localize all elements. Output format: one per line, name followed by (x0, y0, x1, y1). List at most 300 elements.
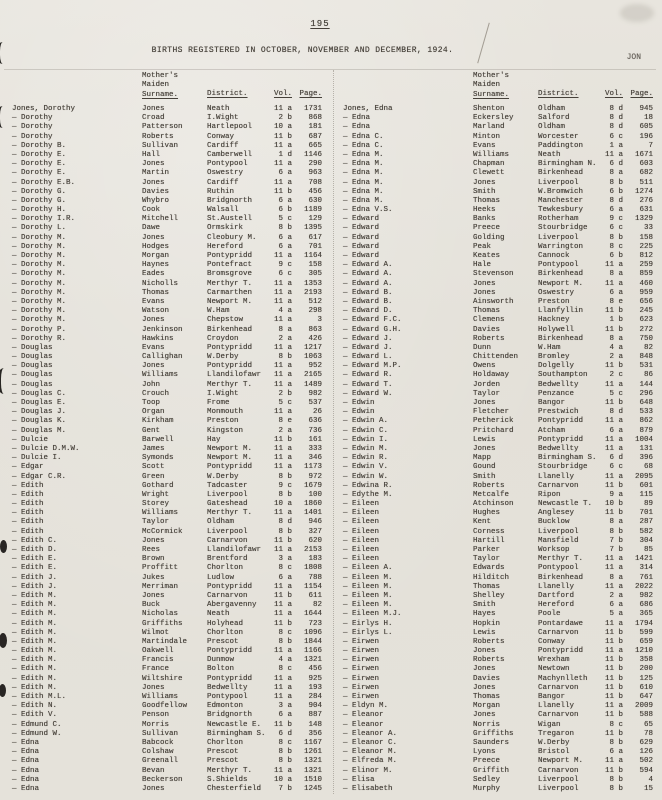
mother-maiden-surname: Greenall (142, 757, 179, 766)
mother-maiden-surname: Evans (142, 297, 165, 306)
district: Pontypridd (207, 463, 253, 472)
registered-name: — Elisabeth (343, 784, 393, 793)
header-mothers-maiden-surname: Mother's Maiden Surname. (473, 72, 510, 99)
mother-maiden-surname: Babcock (142, 738, 174, 747)
table-row (0, 620, 331, 629)
page-ref: 126 (639, 748, 653, 757)
volume-ref: 4 a (609, 343, 623, 352)
mother-maiden-surname: Roberts (473, 481, 505, 490)
mother-maiden-surname: Thomas (473, 693, 501, 701)
page-ref: 601 (639, 481, 653, 490)
district: Bristol (538, 748, 570, 757)
mother-maiden-surname: Penson (142, 711, 170, 720)
mother-maiden-surname: Griffith (473, 766, 510, 775)
page-ref: 2009 (634, 702, 653, 711)
registered-name: — Edith (12, 481, 44, 490)
page-ref: 4 (648, 775, 653, 784)
volume-ref: 2 a (609, 353, 623, 362)
volume-ref: 8 a (609, 518, 623, 527)
mother-maiden-surname: Jones (142, 160, 165, 169)
volume-ref: 8 a (278, 325, 292, 334)
page-ref: 686 (639, 601, 653, 610)
volume-ref: 11 b (604, 693, 623, 701)
page-ref: 1679 (303, 481, 322, 490)
table-row (0, 224, 331, 233)
table-row (0, 326, 331, 335)
mother-maiden-surname: Callighan (142, 353, 183, 362)
mother-maiden-surname: Kirkham (142, 417, 174, 426)
registered-name: — Edward D. (343, 307, 393, 316)
registered-name: — Edna M. (343, 187, 384, 196)
volume-ref: 8 c (278, 665, 292, 674)
registered-name: — Douglas (12, 362, 53, 371)
district: Bromsgrove (207, 270, 253, 279)
district: Conway (207, 132, 235, 141)
mother-maiden-surname: Lewis (473, 628, 496, 637)
volume-ref: 11 b (604, 399, 623, 407)
volume-ref: 10 b (604, 500, 623, 509)
page-ref: 605 (639, 123, 653, 132)
district: Edmonton (207, 702, 244, 711)
table-row (0, 371, 331, 380)
page-title: BIRTHS REGISTERED IN OCTOBER, NOVEMBER AND DECEMBER, 1924. (151, 46, 454, 55)
volume-ref: 11 b (604, 628, 623, 637)
district: Newcastle E. (207, 720, 262, 729)
registered-name: — Edna C. (343, 132, 384, 141)
page-ref: 296 (639, 389, 653, 398)
district: Llanelly (538, 582, 575, 591)
district: Holywell (538, 325, 575, 334)
volume-ref: 11 b (273, 536, 292, 545)
mother-maiden-surname: Whybro (142, 196, 170, 205)
table-row (0, 638, 331, 647)
volume-ref: 11 a (604, 150, 623, 159)
registered-name: — Dorothy E.B. (12, 178, 76, 187)
table-row (331, 179, 662, 188)
volume-ref: 6 d (609, 454, 623, 463)
page-ref: 1321 (303, 656, 322, 665)
volume-ref: 6 c (609, 132, 623, 141)
registered-name: — Edna M. (343, 150, 384, 159)
district: Pontefract (207, 261, 253, 270)
mother-maiden-surname: Marland (473, 123, 505, 132)
mother-maiden-surname: Norris (473, 720, 501, 729)
registered-name: — Elfreda M. (343, 757, 398, 766)
mother-maiden-surname: Scott (142, 463, 165, 472)
page-ref: 982 (308, 389, 322, 398)
page-ref: 2153 (303, 546, 322, 554)
district: Chorlton (207, 628, 244, 637)
registered-name: — Dorothy (12, 114, 53, 123)
district: Bangor (538, 693, 566, 701)
district: Newport M. (207, 444, 253, 453)
volume-ref: 8 a (609, 573, 623, 582)
table-row (331, 767, 662, 776)
page-ref: 1510 (303, 775, 322, 784)
mother-maiden-surname: Thomas (142, 288, 170, 297)
table-row (331, 620, 662, 629)
registered-name: — Edward R. (343, 371, 393, 380)
volume-ref: 11 a (273, 444, 292, 453)
registered-name: — Edward A. (343, 270, 393, 279)
page-ref: 620 (308, 536, 322, 545)
page-ref: 158 (308, 261, 322, 270)
district: Dolgelly (538, 362, 575, 371)
registered-name: — Eleanor (343, 711, 384, 720)
mother-maiden-surname: Green (142, 472, 165, 481)
volume-ref: 11 b (604, 674, 623, 683)
volume-ref: 8 b (609, 178, 623, 187)
district: Monmouth (207, 408, 244, 417)
volume-ref: 8 b (609, 775, 623, 784)
table-row (331, 528, 662, 537)
district: Pontypridd (538, 417, 584, 426)
district: Carnarvon (207, 591, 248, 600)
table-row (0, 528, 331, 537)
page-ref: 304 (639, 536, 653, 545)
table-row (331, 702, 662, 711)
table-row (0, 427, 331, 436)
table-row (331, 371, 662, 380)
page-ref: 904 (308, 702, 322, 711)
registered-name: — Edith M. (12, 665, 58, 674)
page-ref: 125 (639, 674, 653, 683)
registered-name: — Dorothy M. (12, 307, 67, 316)
district: W.Ham (207, 307, 230, 316)
mother-maiden-surname: Storey (142, 500, 170, 509)
volume-ref: 8 d (609, 408, 623, 417)
district: Birmingham S. (538, 454, 597, 463)
volume-ref: 11 a (273, 601, 292, 610)
volume-ref: 6 d (609, 160, 623, 169)
column-header-row (331, 72, 662, 104)
mother-maiden-surname: Hilditch (473, 573, 510, 582)
district: Atcham (538, 426, 566, 435)
volume-ref: 8 c (609, 720, 623, 729)
table-row (0, 730, 331, 739)
table-row (331, 445, 662, 454)
district: Liverpool (538, 775, 579, 784)
mother-maiden-surname: Roberts (473, 637, 505, 646)
table-row (0, 399, 331, 408)
mother-maiden-surname: Jones (473, 665, 496, 674)
registered-name: — Douglas J. (12, 408, 67, 417)
table-row (331, 289, 662, 298)
index-column-right (331, 72, 662, 794)
district: S.Shields (207, 775, 248, 784)
volume-ref: 11 a (273, 279, 292, 288)
district: Hereford (207, 242, 244, 251)
registered-name: — Edith M. (12, 674, 58, 683)
district: Birkenhead (538, 334, 584, 343)
registered-name: — Elinor M. (343, 766, 393, 775)
volume-ref: 11 b (604, 683, 623, 692)
district: Prescot (207, 748, 239, 757)
volume-ref: 8 c (278, 738, 292, 747)
registered-name: — Dulcie I. (12, 454, 62, 463)
registered-name: — Dulcie (12, 435, 49, 444)
table-row (331, 463, 662, 472)
district: Ludlow (207, 573, 235, 582)
registered-name: — Dorothy M. (12, 242, 67, 251)
registered-name: — Edith J. (12, 582, 58, 591)
mother-maiden-surname: Jones (142, 536, 165, 545)
page-ref: 129 (308, 215, 322, 224)
registered-name: — Eileen M. (343, 591, 393, 600)
district: Prescot (207, 637, 239, 646)
volume-ref: 3 a (278, 702, 292, 711)
district: Hereford (538, 601, 575, 610)
page-ref: 788 (308, 573, 322, 582)
volume-ref: 11 b (604, 509, 623, 518)
volume-ref: 10 a (273, 123, 292, 132)
table-row (0, 353, 331, 362)
page-ref: 868 (308, 114, 322, 123)
header-district: District. (207, 90, 248, 98)
registered-name: — Eileen (343, 527, 380, 536)
page-ref: 396 (639, 454, 653, 463)
district: Newport M. (538, 279, 584, 288)
table-row (0, 381, 331, 390)
mother-maiden-surname: Crouch (142, 389, 170, 398)
registered-name: — Edna (12, 766, 40, 775)
registered-name: — Dorothy E. (12, 150, 67, 159)
table-row (331, 675, 662, 684)
page-ref: 272 (639, 325, 653, 334)
district: Llandilofawr (207, 546, 262, 554)
volume-ref: 6 d (278, 729, 292, 738)
table-row (331, 592, 662, 601)
registered-name: — Edgar C.R. (12, 472, 67, 481)
registered-name: — Edith D. (12, 546, 58, 554)
district: Birmingham N. (538, 160, 597, 169)
page-ref: 1644 (303, 610, 322, 619)
page-ref: 531 (639, 362, 653, 371)
page-ref: 3 (317, 316, 322, 325)
registered-name: — Edwina R. (343, 481, 393, 490)
table-row (0, 610, 331, 619)
table-row (0, 583, 331, 592)
mother-maiden-surname: Haynes (142, 261, 170, 270)
volume-ref: 11 b (273, 435, 292, 444)
registered-name: — Dorothy (12, 123, 53, 132)
mother-maiden-surname: Dunn (473, 343, 492, 352)
table-row (0, 711, 331, 720)
table-row (331, 574, 662, 583)
mother-maiden-surname: Smith (473, 601, 496, 610)
mother-maiden-surname: Morgan (142, 252, 170, 260)
mother-maiden-surname: Griffiths (473, 729, 514, 738)
page-ref: 358 (639, 656, 653, 665)
district: Dunmow (207, 656, 235, 665)
mother-maiden-surname: Holdaway (473, 371, 510, 380)
volume-ref: 8 b (278, 224, 292, 233)
table-row (0, 748, 331, 757)
mother-maiden-surname: Organ (142, 408, 165, 417)
district: Holyhead (207, 619, 244, 628)
mother-maiden-surname: Smith (473, 187, 496, 196)
district: Birkenhead (207, 325, 253, 334)
page-ref: 708 (308, 178, 322, 187)
volume-ref: 6 a (609, 426, 623, 435)
volume-ref: 11 a (604, 702, 623, 711)
page-ref: 1154 (303, 582, 322, 591)
table-row (0, 206, 331, 215)
page-number: 195 (310, 19, 330, 29)
mother-maiden-surname: Goodfellow (142, 702, 188, 711)
registered-name: — Eleanor C. (343, 738, 398, 747)
district: Bucklow (538, 518, 570, 527)
page-ref: 1164 (303, 252, 322, 260)
index-column-left (0, 72, 331, 794)
registered-name: — Edith C. (12, 536, 58, 545)
registered-name: — Edward F.C. (343, 316, 402, 325)
mother-maiden-surname: James (142, 444, 165, 453)
page-ref: 18 (643, 114, 653, 123)
mother-maiden-surname: Hall (142, 150, 161, 159)
district: Pontypridd (207, 252, 253, 260)
volume-ref: 4 a (278, 656, 292, 665)
page-ref: 599 (639, 628, 653, 637)
table-row (331, 298, 662, 307)
page-ref: 1167 (303, 738, 322, 747)
page-ref: 1004 (634, 435, 653, 444)
page-ref: 610 (639, 683, 653, 692)
table-row (331, 454, 662, 463)
page-ref: 631 (639, 206, 653, 215)
volume-ref: 11 a (273, 252, 292, 260)
district: Abergavenny (207, 601, 257, 610)
table-row (0, 280, 331, 289)
district: Ruthin (207, 187, 235, 196)
volume-ref: 10 a (273, 775, 292, 784)
registered-name: — Edna V.S. (343, 206, 393, 215)
table-row (331, 169, 662, 178)
page-ref: 659 (639, 637, 653, 646)
district: Tregaron (538, 729, 575, 738)
volume-ref: 11 a (604, 417, 623, 426)
district: I.Wight (207, 114, 239, 123)
mother-maiden-surname: Jones (473, 711, 496, 720)
page-ref: 426 (308, 334, 322, 343)
volume-ref: 8 b (609, 527, 623, 536)
header-name-spacer (0, 72, 142, 104)
table-row (0, 114, 331, 123)
mother-maiden-surname: Preece (473, 757, 501, 766)
volume-ref: 7 b (609, 536, 623, 545)
district: Pontypool (207, 160, 248, 169)
mother-maiden-surname: Patterson (142, 123, 183, 132)
page-ref: 82 (312, 601, 322, 610)
page-ref: 636 (308, 417, 322, 426)
mother-maiden-surname: Clewett (473, 169, 505, 178)
volume-ref: 10 a (273, 500, 292, 509)
registered-name: — Edith M. (12, 637, 58, 646)
district: Chorlton (207, 738, 244, 747)
district: Neath (207, 610, 230, 619)
district: Rotherham (538, 215, 579, 224)
district: Ormskirk (207, 224, 244, 233)
table-row (331, 537, 662, 546)
district: W.Bromwich (538, 187, 584, 196)
district: Cleobury M. (207, 233, 257, 242)
volume-ref: 2 a (278, 334, 292, 343)
page-ref: 648 (639, 399, 653, 407)
page-ref: 183 (308, 555, 322, 564)
volume-ref: 11 a (273, 766, 292, 775)
district: Liverpool (538, 784, 579, 793)
district: Merthyr T. (207, 380, 253, 389)
volume-ref: 11 a (273, 647, 292, 656)
volume-ref: 8 b (278, 353, 292, 362)
registered-name: — Eileen (343, 546, 380, 554)
page-ref: 959 (639, 288, 653, 297)
page-ref: 33 (643, 224, 653, 233)
district: W.Ham (538, 343, 561, 352)
district: Brentford (207, 555, 248, 564)
registered-name: — Edward (343, 215, 380, 224)
district: Newcastle T. (538, 500, 593, 509)
page-ref: 1860 (303, 500, 322, 509)
mother-maiden-surname: Sullivan (142, 729, 179, 738)
registered-name: — Edith M. (12, 591, 58, 600)
page-ref: 512 (308, 297, 322, 306)
registered-name: — Dorothy B. (12, 141, 67, 150)
mother-maiden-surname: Jones (142, 683, 165, 692)
table-row (331, 491, 662, 500)
mother-maiden-surname: Jones (142, 362, 165, 371)
mother-maiden-surname: Hodges (142, 242, 170, 251)
volume-ref: 8 b (278, 637, 292, 646)
table-row (0, 390, 331, 399)
page-ref: 1844 (303, 637, 322, 646)
page-ref: 630 (308, 196, 322, 205)
page-ref: 456 (308, 665, 322, 674)
mother-maiden-surname: Martin (142, 169, 170, 178)
registered-name: — Edward J. (343, 334, 393, 343)
column-header-row (0, 72, 331, 104)
header-district: District. (538, 90, 579, 98)
table-row (0, 270, 331, 279)
registered-name: — Edward W. (343, 389, 393, 398)
volume-ref: 6 a (609, 748, 623, 757)
volume-ref: 1 d (278, 150, 292, 159)
mother-maiden-surname: Jones (142, 591, 165, 600)
page-ref: 7 (648, 141, 653, 150)
district: Bangor (538, 399, 566, 407)
table-row (331, 252, 662, 261)
registered-name: — Eileen (343, 536, 380, 545)
district: Cardiff (207, 141, 239, 150)
registered-name: — Edwin V. (343, 463, 389, 472)
district: Oswestry (207, 169, 244, 178)
volume-ref: 2 b (278, 389, 292, 398)
district: Tewkesbury (538, 206, 584, 215)
district: Preston (207, 417, 239, 426)
page-ref: 537 (308, 399, 322, 407)
mother-maiden-surname: Rees (142, 546, 161, 554)
mother-maiden-surname: Jorden (473, 380, 501, 389)
table-row (331, 427, 662, 436)
registered-name: — Edith (12, 490, 44, 499)
registered-name: — Eleanor A. (343, 729, 398, 738)
table-row (331, 326, 662, 335)
volume-ref: 2 b (278, 114, 292, 123)
volume-ref: 8 b (278, 757, 292, 766)
volume-ref: 3 a (278, 555, 292, 564)
district: Merthyr T. (538, 555, 584, 564)
registered-name: — Edna (12, 775, 40, 784)
